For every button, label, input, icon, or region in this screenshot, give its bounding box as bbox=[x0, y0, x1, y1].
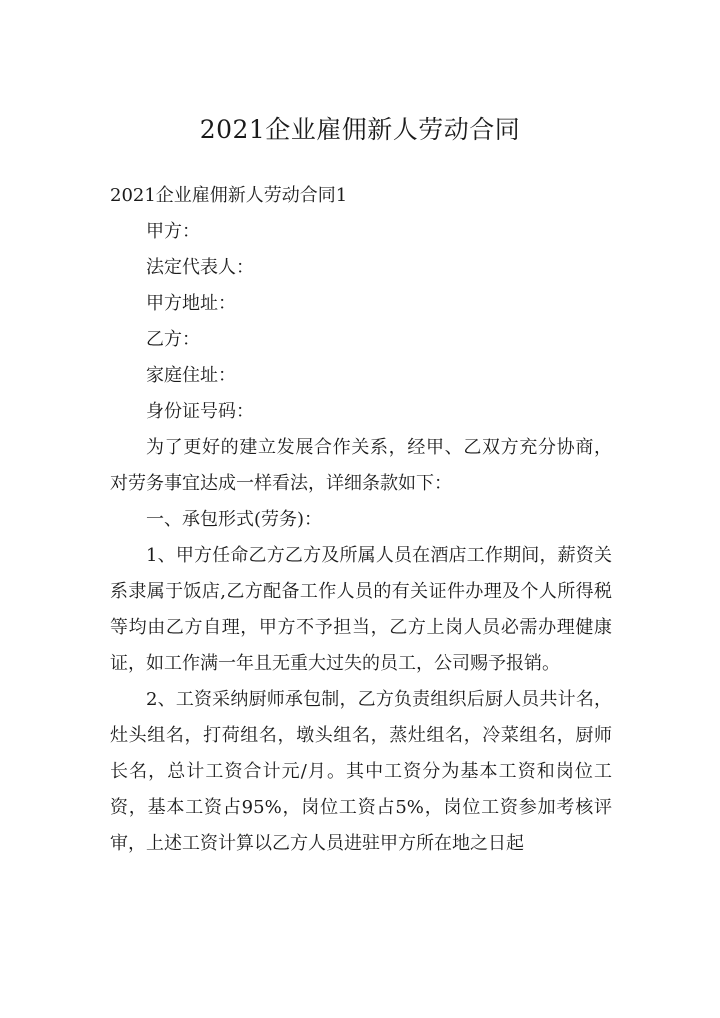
clause-1: 1、甲方任命乙方乙方及所属人员在酒店工作期间，薪资关系隶属于饭店,乙方配备工作人员的有关证件办理及个人所得税等均由乙方自理，甲方不予担当，乙方上岗人员必需办理健康证，如工作满一年且无重大过失的员工，公司赐予报销。 bbox=[110, 545, 612, 674]
intro-paragraph: 为了更好的建立发展合作关系，经甲、乙双方充分协商，对劳务事宜达成一样看法，详细条款如下： bbox=[110, 437, 612, 494]
section-heading: 一、承包形式(劳务)： bbox=[146, 509, 323, 530]
field-id-number: 身份证号码： bbox=[146, 401, 254, 422]
document-title: 2021企业雇佣新人劳动合同 bbox=[199, 115, 521, 144]
document-subtitle: 2021企业雇佣新人劳动合同1 bbox=[110, 185, 348, 206]
field-legal-representative: 法定代表人： bbox=[146, 257, 254, 278]
field-party-a-address: 甲方地址： bbox=[146, 293, 236, 314]
document-body bbox=[110, 178, 612, 862]
field-home-address: 家庭住址： bbox=[146, 365, 236, 386]
field-party-b: 乙方： bbox=[146, 329, 200, 350]
clause-2: 2、工资采纳厨师承包制，乙方负责组织后厨人员共计名，灶头组名，打荷组名，墩头组名，蒸灶组名，冷菜组名，厨师长名，总计工资合计元/月。其中工资分为基本工资和岗位工资，基本工资占95%，岗位工资占5%，岗位工资参加考核评审，上述工资计算以乙方人员进驻甲方所在地之日起 bbox=[110, 689, 612, 854]
field-party-a: 甲方： bbox=[146, 221, 200, 242]
